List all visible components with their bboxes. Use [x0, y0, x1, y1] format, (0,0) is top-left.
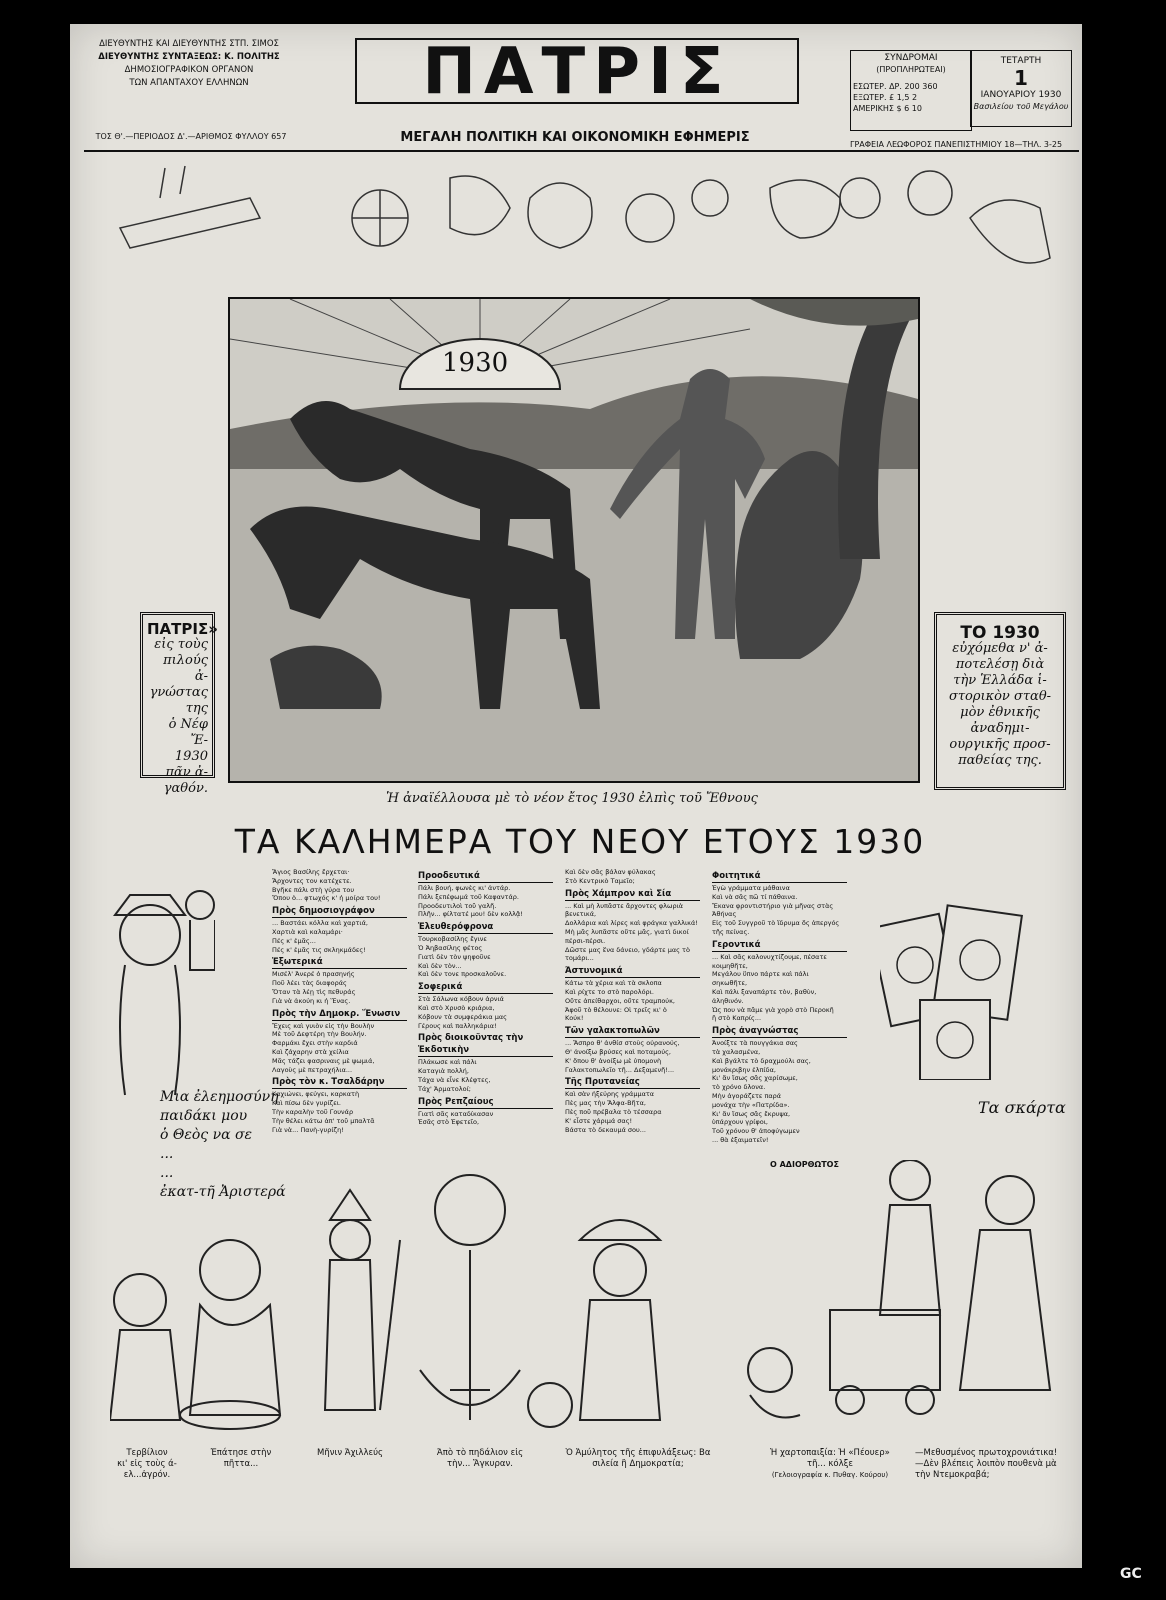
caption-line: Ἀπὸ τὸ πηδάλιον εἰς [436, 1448, 524, 1458]
side-left-line: γαθόν. [163, 781, 208, 796]
verse-line: βενετικά, [565, 910, 597, 919]
verse-line: Μεγάλου ὕπνο πάρτε καὶ πάλι [712, 970, 809, 979]
side-right-line: ουργικῆς προσ- [949, 737, 1051, 752]
author-signature: Ο ΑΔΙΟΡΘΩΤΟΣ [770, 1160, 839, 1169]
section-heading: Προοδευτικά [418, 870, 553, 883]
verse-line: Δολλάρια καὶ λίρες καὶ φράγκα γαλλικά! [565, 919, 698, 928]
verse-line: Γιατὶ σᾶς καταδίκασαν [418, 1109, 494, 1118]
section-heading: Πρὸς ἀναγνώστας [712, 1025, 847, 1038]
caption-line: (Γελοιογραφία κ. Πυθαγ. Κούρου) [771, 1471, 889, 1479]
subs-row: ΑΜΕΡΙΚΗΣ $ 6 10 [853, 104, 922, 113]
subs-subtitle: (ΠΡΟΠΛΗΡΩΤΕΑΙ) [876, 65, 946, 74]
verse-line: Καὶ πάλι ξαναπάρτε τὸν, βαθὺν, [712, 987, 817, 996]
bottom-caption [112, 1448, 182, 1481]
verse-line: Τὴν καραλὴν τοῦ Γουνάρ [272, 1107, 354, 1116]
subs-row: ΕΣΩΤΕΡ. ΔΡ. 200 360 [853, 82, 938, 91]
caption-line: Ἡ χαρτοπαιξία: Ἡ «Πέουερ» [770, 1448, 890, 1458]
credit-line: ΔΗΜΟΣΙΟΓΡΑΦΙΚΟΝ ΟΡΓΑΝΟΝ [124, 65, 254, 75]
side-right-title: ΤΟ 1930 [960, 623, 1040, 643]
verse-line: ... Καὶ μὴ λυπᾶστε ἄρχοντες φλωριὰ [565, 901, 684, 910]
verse-line: Καχιώνει, φεύγει, καρκατὴ [272, 1090, 360, 1099]
section-heading: Ἐξωτερικά [272, 956, 407, 969]
verse-line: Ὅπου ὁ... φτωχός κ' ἡ μοίρα του! [272, 894, 381, 903]
verse-line: Πές κ' ἐμᾶς τις σκληκμάδες! [272, 945, 366, 954]
caption-line: —Μεθυσμένος πρωτοχρονιάτικα! [915, 1448, 1058, 1458]
text-column [712, 868, 847, 1145]
credit-line: ΔΙΕΥΘΥΝΤΗΣ ΚΑΙ ΔΙΕΥΘΥΝΤΗΣ ΣΤΠ. ΣΙΜΟΣ [99, 39, 279, 49]
verse-line: Ἔχεις καὶ γυιὸν εἰς τὴν Βουλὴν [272, 1021, 375, 1030]
verse-line: Γιὰ νὰ... Πανὴ-γυρίζη! [272, 1125, 344, 1134]
verse-line: ... Καὶ σᾶς καλονυχτίζουμε, πέσατε [712, 952, 827, 961]
section-heading: Πρὸς Χάμπρον καὶ Σία [565, 888, 700, 901]
note-line: παιδάκι μου [160, 1108, 248, 1124]
verse-line: ... Βαστάει κόλλα καὶ χαρτιά, [272, 919, 368, 928]
verse-line: πέρσι-πέρσι. [565, 936, 606, 945]
verse-line: ὑπάρχουν γρίφοι, [712, 1118, 768, 1127]
verse-line: Καὶ δὲν τὸν... [418, 961, 462, 970]
verse-line: Εἰς τοῦ Συγγροῦ τὸ ἵδρυμα ὅς ἀπεργός [712, 919, 840, 928]
section-heading: Ἀστυνομικά [565, 965, 700, 978]
section-heading: Γεροντικά [712, 939, 847, 952]
verse-line: Ὁ Ἀηβασίλης φέτος [418, 943, 483, 952]
verse-line: Καὶ σὰν ἠξεύρης γράμματα [565, 1090, 655, 1099]
verse-line: Πάλι ξεπέφωμά τοῦ Καφαντάρ. [418, 892, 519, 901]
verse-line: Φαρμάκι ἔχει στὴν καρδιά [272, 1039, 358, 1048]
verse-line: Στὸ Κεντρικὸ Ταμεῖο; [565, 876, 635, 885]
verse-line: Ἐσᾶς στὸ Ἐφετεῖο, [418, 1118, 480, 1127]
verse-line: Καὶ στὸ Χρυσὸ κριάρια, [418, 1003, 495, 1012]
verse-line: Πὲς μας τὴν Ἄλφα-Βῆτα, [565, 1099, 646, 1108]
verse-line: τῆς πείνας. [712, 927, 750, 936]
side-right-line: τὴν Ἑλλάδα ἱ- [953, 673, 1047, 688]
verse-line: Πλάκωσε καὶ πάλι [418, 1058, 477, 1067]
text-column [418, 868, 553, 1127]
caption-line: Ἐπάτησε στὴν [210, 1448, 272, 1458]
verse-line: Μὲ τοῦ Δεφτέρη τὴν Βουλήν. [272, 1030, 367, 1039]
masthead-rule [84, 150, 1079, 152]
verse-line: σηκωθῆτε, [712, 979, 748, 988]
section-heading: Ἐλευθερόφρονα [418, 921, 553, 934]
bottom-caption [196, 1448, 286, 1470]
verse-line: Μὴν ἀγοράζετε παρά [712, 1091, 782, 1100]
bottom-caption [755, 1448, 905, 1481]
verse-line: Κι' ἄν ἴσως σᾶς ἔκρυψα, [712, 1109, 791, 1118]
verse-line: Πάλι βουή, φωνὲς κι' ἀντάρ. [418, 884, 511, 892]
bottom-caption [548, 1448, 728, 1470]
verse-line: Μᾶς τάζει φασριναις μὲ ψωμιά, [272, 1056, 375, 1065]
side-box-left [140, 612, 218, 796]
section-heading: Φοιτητικά [712, 870, 847, 883]
verse-line: Προοδευτιλοὶ τοῦ γαλῆ. [418, 901, 497, 910]
note-line: Μια ἐλεημοσύνη [160, 1089, 279, 1105]
verse-line: Τὴν θέλει κάτω ἀπ' τοῦ μπαλτᾶ [272, 1116, 375, 1125]
headline: ΤΑ ΚΑΛΗΜΕΡΑ ΤΟΥ ΝΕΟΥ ΕΤΟΥΣ 1930 [234, 822, 926, 861]
verse-line: τομάρι... [565, 954, 594, 963]
side-right-line: παθείας της. [958, 753, 1042, 768]
newspaper-subtitle: ΜΕΓΑΛΗ ΠΟΛΙΤΙΚΗ ΚΑΙ ΟΙΚΟΝΟΜΙΚΗ ΕΦΗΜΕΡΙΣ [400, 130, 750, 145]
verse-line: κοιμηθῆτε, [712, 961, 748, 970]
verse-line: Ἅγιος Βασίλης ἔρχεται· [272, 868, 350, 876]
section-heading: Πρὸς διοικοῦντας τὴν Ἐκδοτικὴν [418, 1032, 553, 1057]
verse-line: Γιατὶ δὲν τὸν ψηφοῦνε [418, 952, 491, 961]
section-heading: Πρὸς Ρεπζαίους [418, 1096, 553, 1109]
verse-line: Καὶ βγάλτε τὸ δραχμούλι σας, [712, 1056, 811, 1065]
side-left-line: εἰς τοὺς [154, 637, 208, 652]
verse-line: Τάχα νὰ εἶνε Κλέφτες, [418, 1075, 491, 1084]
note-line: ... [160, 1146, 174, 1162]
side-left-title: ΠΑΤΡΙΣ» [147, 620, 218, 638]
verse-line: Καὶ δὲν σᾶς βάλαν φύλακας [565, 868, 656, 876]
verse-line: Μὴ μᾶς λυπᾶστε οὔτε μᾶς, γιατὶ δικοί [565, 927, 689, 936]
verse-line: Κούκ! [565, 1014, 584, 1023]
masthead-credits [84, 38, 294, 141]
side-right-line: στορικὸν σταθ- [948, 689, 1052, 704]
side-left-line: γνώστας της [149, 685, 208, 716]
verse-line: Ἀφοῦ τὸ θέλουνε: Οἱ τρεῖς κι' ὁ [565, 1005, 667, 1014]
section-heading: Τῆς Πρυτανείας [565, 1076, 700, 1089]
verse-line: Καὶ ρίχτε το στὸ παρολόρι. [565, 987, 654, 996]
note-line: ἐκατ-τῆ Ἀριστερά [160, 1184, 286, 1200]
caption-line: ελ...ἀγρόν. [123, 1470, 171, 1480]
playing-cards-caricature [880, 900, 1060, 1080]
verse-line: ἀληθινόν. [712, 996, 744, 1005]
verse-line: Ἐγὼ γράμματα μάθαινα [712, 884, 790, 892]
offices-address: ΓΡΑΦΕΙΑ ΛΕΩΦΟΡΟΣ ΠΑΝΕΠΙΣΤΗΜΙΟΥ 18—ΤΗΛ. 3-25 [850, 140, 1063, 149]
day-number: 1 [1014, 66, 1028, 90]
note-line: ... [160, 1165, 174, 1181]
verse-line: Ἄρχοντες τον κατέχετε. [272, 876, 352, 885]
subscriptions-box [850, 50, 972, 131]
side-left-line: 1930 πᾶν ἀ- [165, 749, 208, 780]
caption-line: πῆττα... [223, 1459, 259, 1469]
caption-line: Τερβίλιον [126, 1448, 168, 1458]
side-left-line: πιλούς ἀ- [163, 653, 208, 684]
bottom-caption [420, 1448, 540, 1470]
verse-line: Καὶ δὲν τονε προσκαλοῦνε. [418, 970, 507, 979]
caricature-doodles [90, 158, 1080, 288]
verse-line: Τουρκοβασίλης ἔγινε [418, 935, 487, 944]
verse-line: Κάτω τὰ χέρια καὶ τὰ σκλοπα [565, 979, 662, 988]
side-right-line: εὐχόμεθα ν' ἀ- [952, 641, 1048, 656]
caption-line: τὴν... Ἄγκυραν. [446, 1459, 513, 1469]
section-heading: Πρὸς δημοσιογράφον [272, 905, 407, 918]
verse-line: Καταγιὰ πολλή, [418, 1067, 469, 1076]
newspaper-title: ΠΑΤΡΙΣ [355, 38, 799, 104]
verse-line: τὰ χαλασμένα, [712, 1047, 761, 1056]
verse-line: Τάχ' Ἀρματολοί; [418, 1084, 471, 1093]
caption-line: Μῆνιν Ἀχιλλεύς [317, 1448, 383, 1458]
verse-line: Οὔτε ἀπείθαρχοι, οὔτε τραμπούκ, [565, 996, 675, 1005]
caption-line: τὴν Ντεμοκραβά; [915, 1470, 990, 1480]
side-left-line: ὁ Νέφ Ἔ- [168, 717, 208, 748]
verse-line: ... θὰ ἐξαιματεῖν! [712, 1135, 769, 1144]
farmer-horses-drawing [230, 299, 918, 781]
subs-title: ΣΥΝΔΡΟΜΑΙ [884, 53, 938, 63]
saint-day: Βασιλείου τοῦ Μεγάλου [973, 102, 1069, 111]
side-box-right [934, 612, 1066, 790]
verse-line: μονάχα τὴν «Πατρίδα». [712, 1100, 790, 1109]
caption-line: σιλεία ἢ Δημοκρατία; [592, 1459, 684, 1469]
caption-line: Ὁ Ἀμύλητος τῆς ἐπιφυλάξεως: Βα [565, 1448, 711, 1458]
watermark-logo: GC [1120, 1566, 1142, 1582]
verse-line: Γαλακτοπωλεῖο τῆ... Δεξαμενῆ!... [565, 1065, 675, 1074]
verse-line: Γιὰ νὰ ἀκούη κι ἡ Ἕνας. [272, 996, 351, 1005]
caption-line: —Δὲν βλέπεις λοιπὸν πουθενὰ μὰ [915, 1459, 1057, 1469]
verse-line: Χαρτιὰ καὶ καλαμάρι· [272, 927, 343, 936]
verse-line: Ἔκανα φροντιστήριο γιὰ μῆνας στὰς [712, 901, 834, 910]
verse-line: Ὅταν τὰ λέῃ τὶς πεθυράς [272, 987, 356, 996]
section-heading: Σοφερικά [418, 981, 553, 994]
credit-line: ΔΙΕΥΘΥΝΤΗΣ ΣΥΝΤΑΞΕΩΣ: Κ. ΠΟΛΙΤΗΣ [98, 52, 280, 62]
verse-line: Στὰ Σάλωνα κόβουν ἀρνιά [418, 995, 504, 1004]
caption-line: τῆ... κόλξε [807, 1459, 853, 1469]
verse-line: τὸ χρόνο δλονα. [712, 1083, 766, 1092]
verse-line: Κι' ἄν ἴσως σᾶς χαρίσωμε, [712, 1074, 798, 1083]
verse-line: Καὶ πίσω δὲν γυρίζει. [272, 1099, 341, 1108]
subs-row: ΕΞΩΤΕΡ. £ 1,5 2 [853, 93, 918, 102]
text-column [565, 868, 700, 1134]
verse-line: Ἀνοίξτε τὰ πουγγάκια σας [712, 1039, 798, 1048]
verse-line: Κ' εἶστε χάριμά σας! [565, 1116, 633, 1125]
verse-line: Λαγοὺς μὲ πετραχήλια... [272, 1065, 353, 1074]
verse-line: ... Ἄσπρο θ' ἀνθίσ στοὺς οὐρανούς, [565, 1039, 680, 1048]
verse-line: Δῶστε μας ἕνα δάνειο, γδάρτε μας τὸ [565, 945, 690, 954]
month-year: ΙΑΝΟΥΑΡΙΟΥ 1930 [980, 90, 1062, 100]
section-heading: Πρὸς τὴν Δημοκρ. Ἕνωσιν [272, 1008, 407, 1021]
main-illustration [228, 297, 920, 783]
verse-line: Ὡς που νὰ πᾶμε γιὰ χορὸ στὸ Περοκῆ [712, 1005, 834, 1014]
verse-line: Κόβουν τὰ συμφεράκια μας [418, 1012, 507, 1021]
verse-line: Βγῆκε πάλι στὴ γύρα του [272, 885, 355, 894]
date-box [970, 50, 1072, 127]
verse-line: Ποῦ λέει τὰς διαφοράς [272, 979, 347, 988]
issue-line: ΤΟΣ Θ'.—ΠΕΡΙΟΔΟΣ Δ'.—ΑΡΙΘΜΟΣ ΦΥΛΛΟΥ 657 [95, 132, 287, 141]
caricature-left [105, 875, 215, 1105]
verse-line: Πές κ' ἐμᾶς... [272, 936, 316, 945]
bottom-caption [915, 1448, 1075, 1481]
illustration-caption: Ἡ ἀναϊέλλουσα μὲ τὸ νέον ἔτος 1930 ἐλπὶς τοῦ Ἔθνους [386, 791, 758, 806]
sun-year: 1930 [442, 348, 509, 378]
verse-line: Κ' ὅπου θ' ἀνοίξω μὲ ὑπομονὴ [565, 1056, 662, 1065]
verse-line: ἢ στὸ Καπρίς... [712, 1014, 762, 1023]
verse-line: Θ' ἀνοίξω βρύσες καὶ ποταμούς, [565, 1047, 671, 1056]
caricature-strip [110, 1160, 1060, 1440]
verse-line: Ἀθήνας [712, 910, 737, 919]
side-right-line: ποτελέσῃ διὰ [955, 657, 1045, 672]
verse-line: Πὲς ποῦ πρέβαλα τὸ τέσσαρα [565, 1107, 662, 1116]
verse-line: Τοῦ χρόνου θ' ἀποφύγωμεν [712, 1127, 800, 1136]
credit-line: ΤΩΝ ΑΠΑΝΤΑΧΟΥ ΕΛΛΗΝΩΝ [129, 78, 249, 88]
verse-line: Βάστα τὸ δεκαυμά σου... [565, 1125, 646, 1134]
verse-line: μονάκριβην ἐλπίδα, [712, 1065, 776, 1074]
side-right-line: μὸν ἐθνικῆς ἀναδημι- [960, 705, 1040, 736]
bottom-caption [300, 1448, 400, 1459]
section-heading: Τῶν γαλακτοπωλῶν [565, 1025, 700, 1038]
cards-caption: Τα σκάρτα [978, 1098, 1066, 1117]
note-line: ὁ Θεὸς να σε [160, 1127, 253, 1143]
verse-line: Πλῆν... φίλτατέ μου! δὲν κολλᾷ! [418, 910, 523, 919]
verse-line: Καὶ ζάχαρην στὰ χείλια [272, 1047, 349, 1056]
caption-line: κι' εἰς τοὺς ά- [117, 1459, 177, 1469]
verse-line: Καὶ νὰ σᾶς πῶ τί πάθαινα. [712, 892, 798, 901]
weekday: ΤΕΤΑΡΤΗ [1000, 56, 1042, 66]
section-heading: Πρὸς τὸν κ. Τσαλδάρην [272, 1076, 407, 1089]
verse-line: Γέρους καὶ παλληκάρια! [418, 1021, 497, 1030]
text-column [272, 868, 407, 1134]
verse-line: Μισέλ' Ἀνερέ ὁ πρασηνής [272, 970, 355, 979]
